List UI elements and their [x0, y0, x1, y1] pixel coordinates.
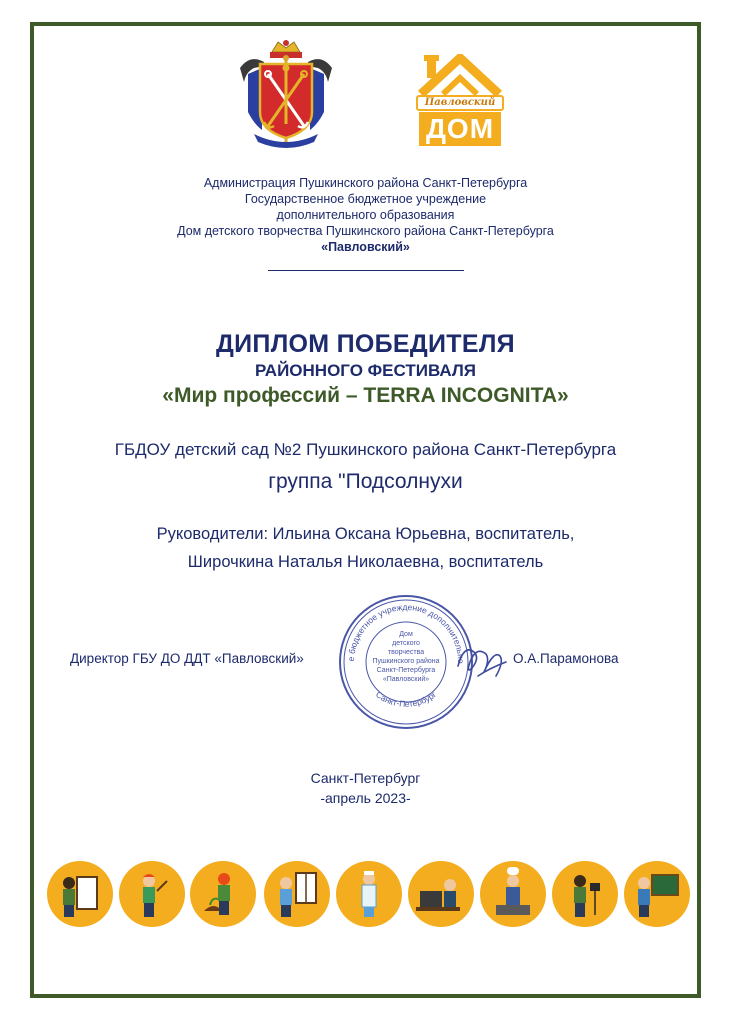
- stamp-center-3: творчества: [387, 649, 425, 656]
- profession-cleaner-icon: [264, 861, 330, 927]
- diploma-subtitle: РАЙОННОГО ФЕСТИВАЛЯ: [254, 361, 477, 380]
- footer-city: Санкт-Петербург: [310, 770, 421, 786]
- leaders-line-2: Широчкина Наталья Николаевна, воспитатель: [187, 553, 544, 571]
- stamp-center-2: детского: [392, 640, 420, 647]
- profession-teacher-board-icon: [624, 861, 690, 927]
- pavlovsky-dom-logo: [413, 54, 507, 148]
- stamp-outer-bottom: Санкт-Петербург: [373, 689, 439, 709]
- logo-ribbon-text: Павловский: [424, 97, 496, 108]
- svg-text:Санкт-Петербург: [374, 689, 438, 709]
- profession-cook-icon: [480, 861, 546, 927]
- footer-date: -апрель 2023-: [320, 790, 411, 806]
- director-label: Директор ГБУ ДО ДДТ «Павловский»: [70, 651, 304, 666]
- diploma-title: ДИПЛОМ ПОБЕДИТЕЛЯ: [216, 330, 515, 358]
- org-line-2: Государственное бюджетное учреждение: [244, 192, 487, 206]
- logo-big-text: ДОМ: [425, 113, 495, 144]
- diploma-frame: [30, 22, 701, 998]
- recipient-institution: ГБДОУ детский сад №2 Пушкинского района Санкт-Петербурга: [114, 440, 617, 459]
- coat-of-arms-emblem: [234, 38, 338, 150]
- stamp-outer-top: е бюджетное учреждение дополнительно: [345, 601, 467, 664]
- header-divider: [268, 270, 464, 271]
- profession-gardener-icon: [190, 861, 256, 927]
- director-signature: [450, 632, 510, 686]
- stamp-center-5: Санкт-Петербурга: [376, 667, 436, 674]
- stamp-center-4: Пушкинского района: [372, 658, 440, 665]
- org-line-3: дополнительного образования: [276, 208, 455, 222]
- leaders-line-1: Руководители: Ильина Оксана Юрьевна, воспитатель,: [156, 525, 575, 543]
- org-line-1: Администрация Пушкинского района Санкт-Петербурга: [203, 176, 528, 190]
- director-name: О.А.Парамонова: [513, 651, 619, 666]
- profession-photographer-icon: [552, 861, 618, 927]
- festival-name: «Мир профессий – TERRA INCOGNITA»: [162, 384, 569, 407]
- stamp-center-1: Дом: [399, 631, 413, 638]
- profession-doctor-icon: [336, 861, 402, 927]
- recipient-group: группа "Подсолнухи: [268, 470, 463, 493]
- profession-builder-icon: [119, 861, 185, 927]
- org-line-4: Дом детского творчества Пушкинского района Санкт-Петербурга: [177, 224, 554, 238]
- org-line-5: «Павловский»: [321, 240, 410, 254]
- stamp-center-6: «Павловский»: [382, 676, 430, 683]
- profession-teacher-icon: [47, 861, 113, 927]
- profession-programmer-icon: [408, 861, 474, 927]
